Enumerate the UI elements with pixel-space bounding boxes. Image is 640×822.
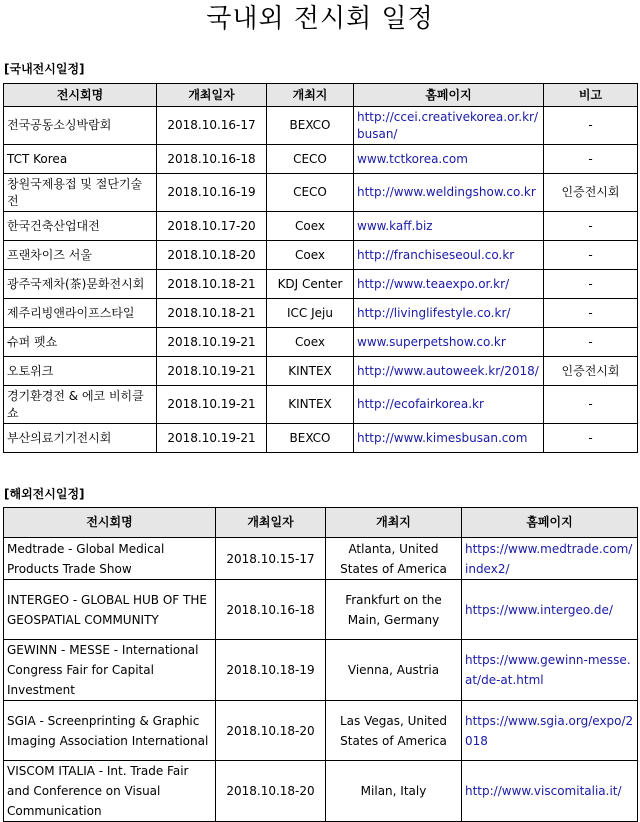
exhibition-name: SGIA - Screenprinting & Graphic Imaging Association International [4,701,216,761]
exhibition-note: 인증전시회 [544,174,638,212]
exhibition-date: 2018.10.18-20 [216,701,326,761]
col-header-name: 전시회명 [4,84,157,107]
exhibition-name: 제주리빙앤라이프스타일 [4,299,157,328]
exhibition-homepage [354,145,544,174]
homepage-link[interactable]: www.tctkorea.com [357,151,468,166]
exhibition-note: - [544,328,638,357]
exhibition-note: - [544,107,638,145]
exhibition-name: 부산의료기기전시회 [4,424,157,453]
exhibition-note: - [544,212,638,241]
col-header-homepage: 홈페이지 [462,508,638,538]
exhibition-name: 한국건축산업대전 [4,212,157,241]
col-header-date: 개최일자 [216,508,326,538]
homepage-link[interactable]: https://www.gewinn-messe.at/de-at.html [465,653,631,687]
exhibition-name: Medtrade - Global Medical Products Trade Show [4,538,216,580]
exhibition-date: 2018.10.19-21 [157,328,267,357]
exhibition-homepage [354,328,544,357]
table-header-row [4,508,638,538]
table-row [4,299,638,328]
exhibition-venue: Coex [267,241,354,270]
table-row [4,386,638,424]
exhibition-date: 2018.10.16-18 [216,580,326,640]
table-row [4,357,638,386]
exhibition-venue: ICC Jeju [267,299,354,328]
exhibition-date: 2018.10.19-21 [157,424,267,453]
exhibition-name: 오토위크 [4,357,157,386]
exhibition-note: - [544,424,638,453]
exhibition-date: 2018.10.18-21 [157,270,267,299]
homepage-link[interactable]: http://ecofairkorea.kr [357,397,484,411]
exhibition-homepage [354,107,544,145]
exhibition-name: GEWINN - MESSE - International Congress Fair for Capital Investment [4,640,216,701]
exhibition-homepage [354,270,544,299]
exhibition-venue: Atlanta, United States of America [326,538,462,580]
exhibition-homepage [354,241,544,270]
table-header-row [4,84,638,107]
homepage-link[interactable]: https://www.sgia.org/expo/2018 [465,713,634,748]
table-row [4,212,638,241]
exhibition-date: 2018.10.18-20 [157,241,267,270]
col-header-date: 개최일자 [157,84,267,107]
table-row [4,107,638,145]
homepage-link[interactable]: http://franchiseseoul.co.kr [357,247,515,262]
exhibition-name: 경기환경전 & 에코 비히클쇼 [4,386,157,424]
exhibition-date: 2018.10.19-21 [157,357,267,386]
overseas-section-label: [해외전시일정] [4,487,85,501]
exhibition-venue: Frankfurt on the Main, Germany [326,580,462,640]
exhibition-note: - [544,299,638,328]
table-row [4,640,638,701]
table-row [4,328,638,357]
table-row [4,270,638,299]
exhibition-date: 2018.10.19-21 [157,386,267,424]
exhibition-homepage [354,386,544,424]
exhibition-name: 전국공동소싱박람회 [4,107,157,145]
homepage-link[interactable]: https://www.intergeo.de/ [465,602,613,617]
homepage-link[interactable]: http://www.viscomitalia.it/ [465,784,622,798]
exhibition-date: 2018.10.16-19 [157,174,267,212]
exhibition-homepage [462,640,638,701]
exhibition-venue: CECO [267,145,354,174]
exhibition-venue: KINTEX [267,386,354,424]
exhibition-venue: KINTEX [267,357,354,386]
page-title: 국내외 전시회 일정 [206,4,434,34]
homepage-link[interactable]: www.kaff.biz [357,218,433,233]
exhibition-name: VISCOM ITALIA - Int. Trade Fair and Conference on Visual Communication [4,761,216,822]
table-row [4,761,638,822]
exhibition-venue: KDJ Center [267,270,354,299]
exhibition-date: 2018.10.16-18 [157,145,267,174]
col-header-venue: 개최지 [267,84,354,107]
overseas-exhibition-table [3,507,638,822]
homepage-link[interactable]: http://www.autoweek.kr/2018/ [357,363,539,378]
exhibition-venue: Coex [267,328,354,357]
exhibition-venue: Vienna, Austria [326,640,462,701]
exhibition-note: - [544,386,638,424]
exhibition-venue: Milan, Italy [326,761,462,822]
col-header-homepage: 홈페이지 [354,84,544,107]
table-row [4,241,638,270]
exhibition-date: 2018.10.16-17 [157,107,267,145]
table-row [4,424,638,453]
homepage-link[interactable]: http://www.weldingshow.co.kr [357,185,536,199]
exhibition-venue: Las Vegas, United States of America [326,701,462,761]
exhibition-homepage [354,299,544,328]
homepage-link[interactable]: www.superpetshow.co.kr [357,334,506,349]
col-header-name: 전시회명 [4,508,216,538]
homepage-link[interactable]: http://www.teaexpo.or.kr/ [357,276,510,291]
exhibition-homepage [462,701,638,761]
exhibition-homepage [354,212,544,241]
table-row [4,580,638,640]
exhibition-homepage [354,424,544,453]
domestic-exhibition-table [3,83,638,453]
homepage-link[interactable]: http://www.kimesbusan.com [357,430,528,445]
table-row [4,538,638,580]
exhibition-homepage [462,761,638,822]
col-header-note: 비고 [544,84,638,107]
exhibition-homepage [354,174,544,212]
col-header-venue: 개최지 [326,508,462,538]
homepage-link[interactable]: http://livinglifestyle.co.kr/ [357,305,511,320]
exhibition-date: 2018.10.18-21 [157,299,267,328]
exhibition-date: 2018.10.18-19 [216,640,326,701]
exhibition-venue: CECO [267,174,354,212]
exhibition-name: INTERGEO - GLOBAL HUB OF THE GEOSPATIAL COMMUNITY [4,580,216,640]
exhibition-homepage [354,357,544,386]
exhibition-homepage [462,580,638,640]
exhibition-name: 프랜차이즈 서울 [4,241,157,270]
exhibition-name: 광주국제차(茶)문화전시회 [4,270,157,299]
exhibition-note: 인증전시회 [544,357,638,386]
exhibition-date: 2018.10.15-17 [216,538,326,580]
table-row [4,145,638,174]
table-row [4,174,638,212]
exhibition-note: - [544,270,638,299]
exhibition-venue: BEXCO [267,424,354,453]
exhibition-name: 창원국제용접 및 절단기술전 [4,174,157,212]
exhibition-note: - [544,145,638,174]
exhibition-venue: Coex [267,212,354,241]
exhibition-name: TCT Korea [4,145,157,174]
exhibition-note: - [544,241,638,270]
exhibition-name: 슈퍼 펫쇼 [4,328,157,357]
domestic-section-label: [국내전시일정] [4,62,85,76]
homepage-link[interactable]: https://www.medtrade.com/index2/ [465,541,633,576]
table-row [4,701,638,761]
homepage-link[interactable]: http://ccei.creativekorea.or.kr/busan/ [357,109,539,141]
exhibition-homepage [462,538,638,580]
exhibition-venue: BEXCO [267,107,354,145]
exhibition-date: 2018.10.18-20 [216,761,326,822]
exhibition-date: 2018.10.17-20 [157,212,267,241]
